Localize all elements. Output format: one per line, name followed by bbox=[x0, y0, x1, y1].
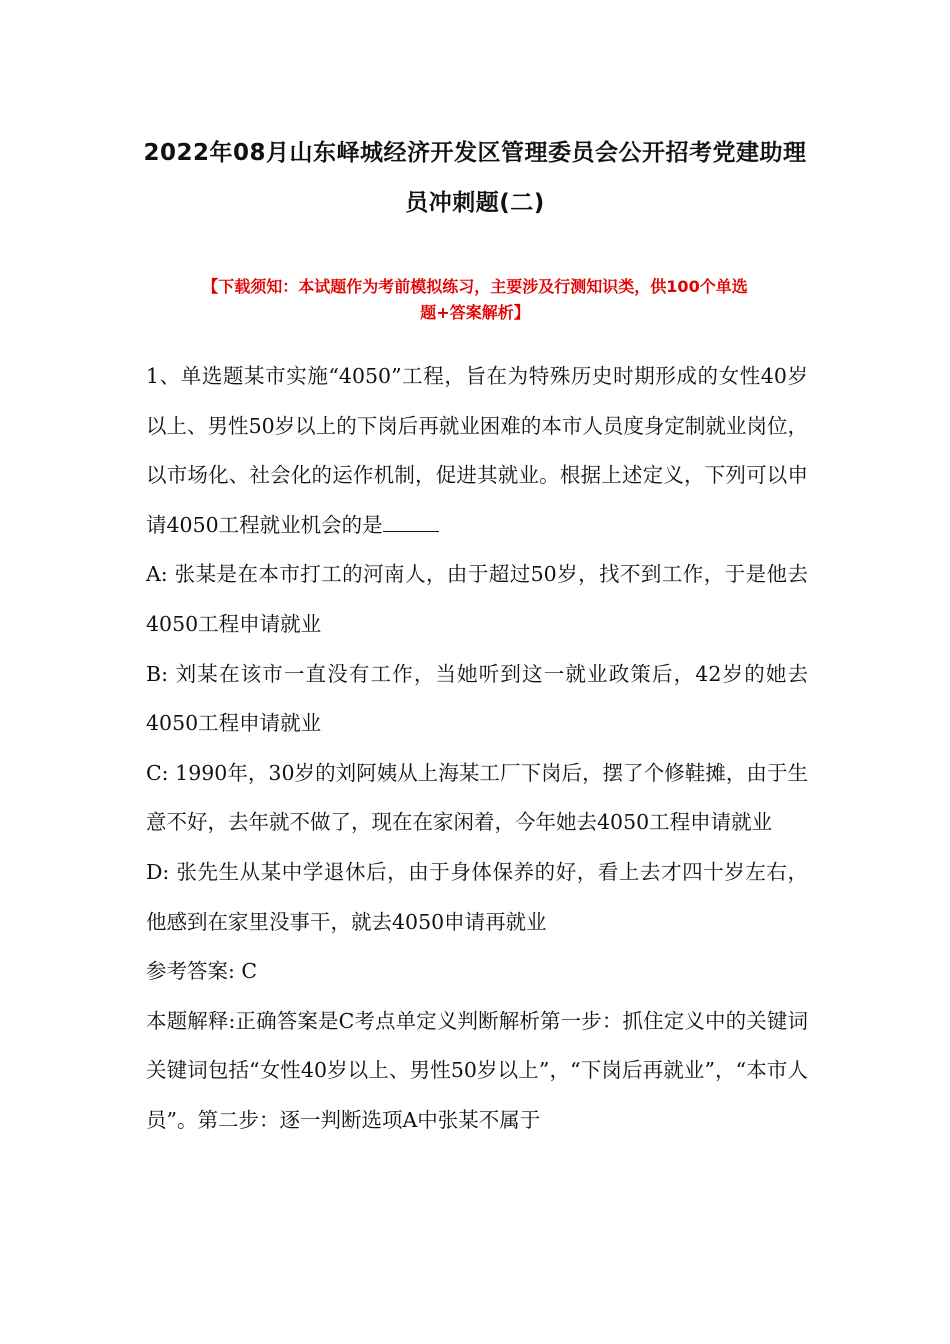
question-block bbox=[146, 352, 808, 1146]
document-title bbox=[140, 128, 810, 228]
question-stem-text: 1、单选题某市实施“4050”工程，旨在为特殊历史时期形成的女性40岁以上、男性50岁以上的下岗后再就业困难的本市人员度身定制就业岗位，以市场化、社会化的运作机制，促进其就业。根据上述定义，下列可以申请4050工程就业机会的是 bbox=[146, 364, 808, 537]
notice-line-2: 题+答案解析】 bbox=[420, 303, 530, 322]
explanation: 本题解释:正确答案是C考点单定义判断解析第一步：抓住定义中的关键词关键词包括“女性40岁以上、男性50岁以上”，“下岗后再就业”，“本市人员”。第二步：逐一判断选项A中张某不属于 bbox=[146, 1008, 808, 1132]
option-d: D: 张先生从某中学退休后，由于身体保养的好，看上去才四十岁左右，他感到在家里没事干，就去4050申请再就业 bbox=[146, 859, 808, 934]
option-b: B: 刘某在该市一直没有工作，当她听到这一就业政策后，42岁的她去4050工程申请就业 bbox=[146, 661, 808, 736]
download-notice bbox=[140, 274, 810, 326]
reference-answer: 参考答案: C bbox=[146, 959, 258, 984]
answer-blank bbox=[383, 530, 439, 532]
title-line-1: 2022年08月山东峄城经济开发区管理委员会公开招考党建助理 bbox=[143, 140, 807, 166]
option-c: C: 1990年，30岁的刘阿姨从上海某工厂下岗后，摆了个修鞋摊，由于生意不好，去年就不做了，现在在家闲着，今年她去4050工程申请就业 bbox=[146, 760, 808, 835]
notice-line-1: 【下载须知：本试题作为考前模拟练习，主要涉及行测知识类，供100个单选 bbox=[202, 277, 748, 296]
question-stem bbox=[146, 352, 808, 550]
option-a: A: 张某是在本市打工的河南人，由于超过50岁，找不到工作，于是他去4050工程申请就业 bbox=[146, 562, 808, 636]
title-line-2: 员冲刺题(二) bbox=[405, 190, 545, 216]
